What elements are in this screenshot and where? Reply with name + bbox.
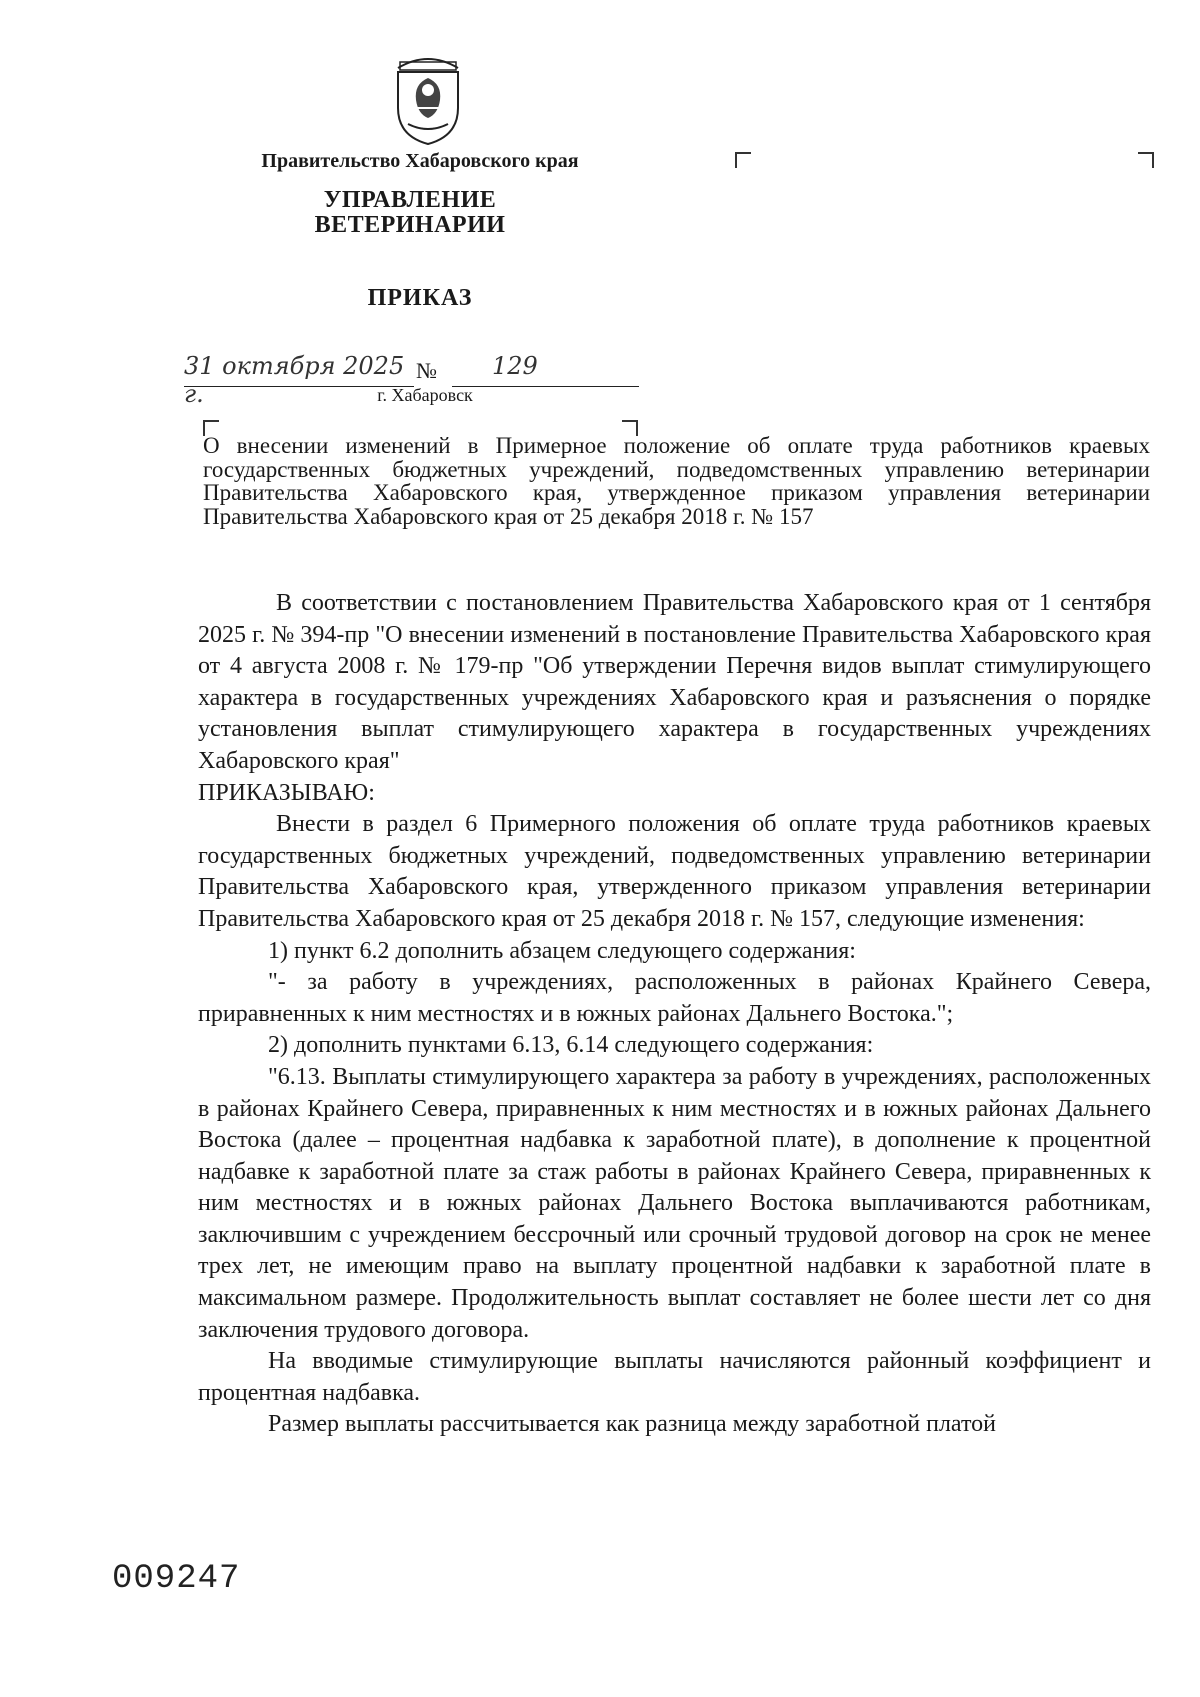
paragraph: Размер выплаты рассчитывается как разница между заработной платой <box>268 1411 996 1438</box>
doc-type-title: ПРИКАЗ <box>367 285 473 311</box>
department-line-1: УПРАВЛЕНИЕ <box>323 187 497 213</box>
preamble-paragraph: В соответствии с постановлением Правительства Хабаровского края от 1 сентября 2025 г. № 394-пр "О внесении изменений в постановление Правительства Хабаровского края от 4 августа 2008 г. № 179-пр "Об утверждении Перечня видов выплат стимулирующего характера в государственных учреждениях Хабаровского края и разъяснения о порядке установления выплат стимулирующего характера в государственных учреждениях Хабаровского края" <box>198 590 1151 774</box>
quoted-paragraph: "- за работу в учреждениях, расположенных в районах Крайнего Севера, приравненных к ним местностях и в южных районах Дальнего Востока."; <box>198 969 1151 1027</box>
document-body <box>198 588 1151 1441</box>
department-name <box>260 188 560 238</box>
government-name: Правительство Хабаровского края <box>261 150 579 172</box>
corner-bracket-top-left <box>735 152 751 168</box>
paragraph: Внести в раздел 6 Примерного положения об оплате труда работников краевых государственных бюджетных учреждений, подведомственных управлению ветеринарии Правительства Хабаровского края, утвержденного приказом управления ветеринарии Правительства Хабаровского края от 25 декабря 2018 г. № 157, следующие изменения: <box>198 811 1151 932</box>
serial-number: 009247 <box>112 1560 241 1598</box>
number-handwritten: 129 <box>452 352 639 387</box>
number-label: № <box>416 358 437 383</box>
quoted-paragraph: "6.13. Выплаты стимулирующего характера за работу в учреждениях, расположенных в районах Крайнего Севера, приравненных к ним местностях и в южных районах Дальнего Востока (далее – процентная надбавка к заработной плате), в дополнение к процентной надбавке к заработной плате за стаж работы в районах Крайнего Севера, приравненных к ним местностях и в южных районах Дальнего Востока выплачиваются работникам, заключившим с учреждением бессрочный или срочный трудовой договор на срок не менее трех лет, не имеющим право на выплату процентной надбавки к заработной плате в максимальном размере. Продолжительность выплат составляет не более шести лет со дня заключения трудового договора. <box>198 1063 1151 1343</box>
corner-bracket-top-right <box>1138 152 1154 168</box>
list-item: 2) дополнить пунктами 6.13, 6.14 следующего содержания: <box>268 1032 874 1059</box>
paragraph: На вводимые стимулирующие выплаты начисляются районный коэффициент и процентная надбавка. <box>198 1348 1151 1406</box>
document-subject: О внесении изменений в Примерное положение об оплате труда работников краевых государственных бюджетных учреждений, подведомственных управлению ветеринарии Правительства Хабаровского края, утвержденное приказом управления ветеринарии Правительства Хабаровского края от 25 декабря 2018 г. № 157 <box>203 433 1150 529</box>
department-line-2: ВЕТЕРИНАРИИ <box>314 212 506 238</box>
list-item: 1) пункт 6.2 дополнить абзацем следующего содержания: <box>268 937 856 964</box>
coat-of-arms-icon <box>388 48 468 148</box>
order-word: ПРИКАЗЫВАЮ: <box>198 779 375 806</box>
date-handwritten: 31 октября 2025 г. <box>184 352 414 387</box>
city: г. Хабаровск <box>377 385 473 405</box>
